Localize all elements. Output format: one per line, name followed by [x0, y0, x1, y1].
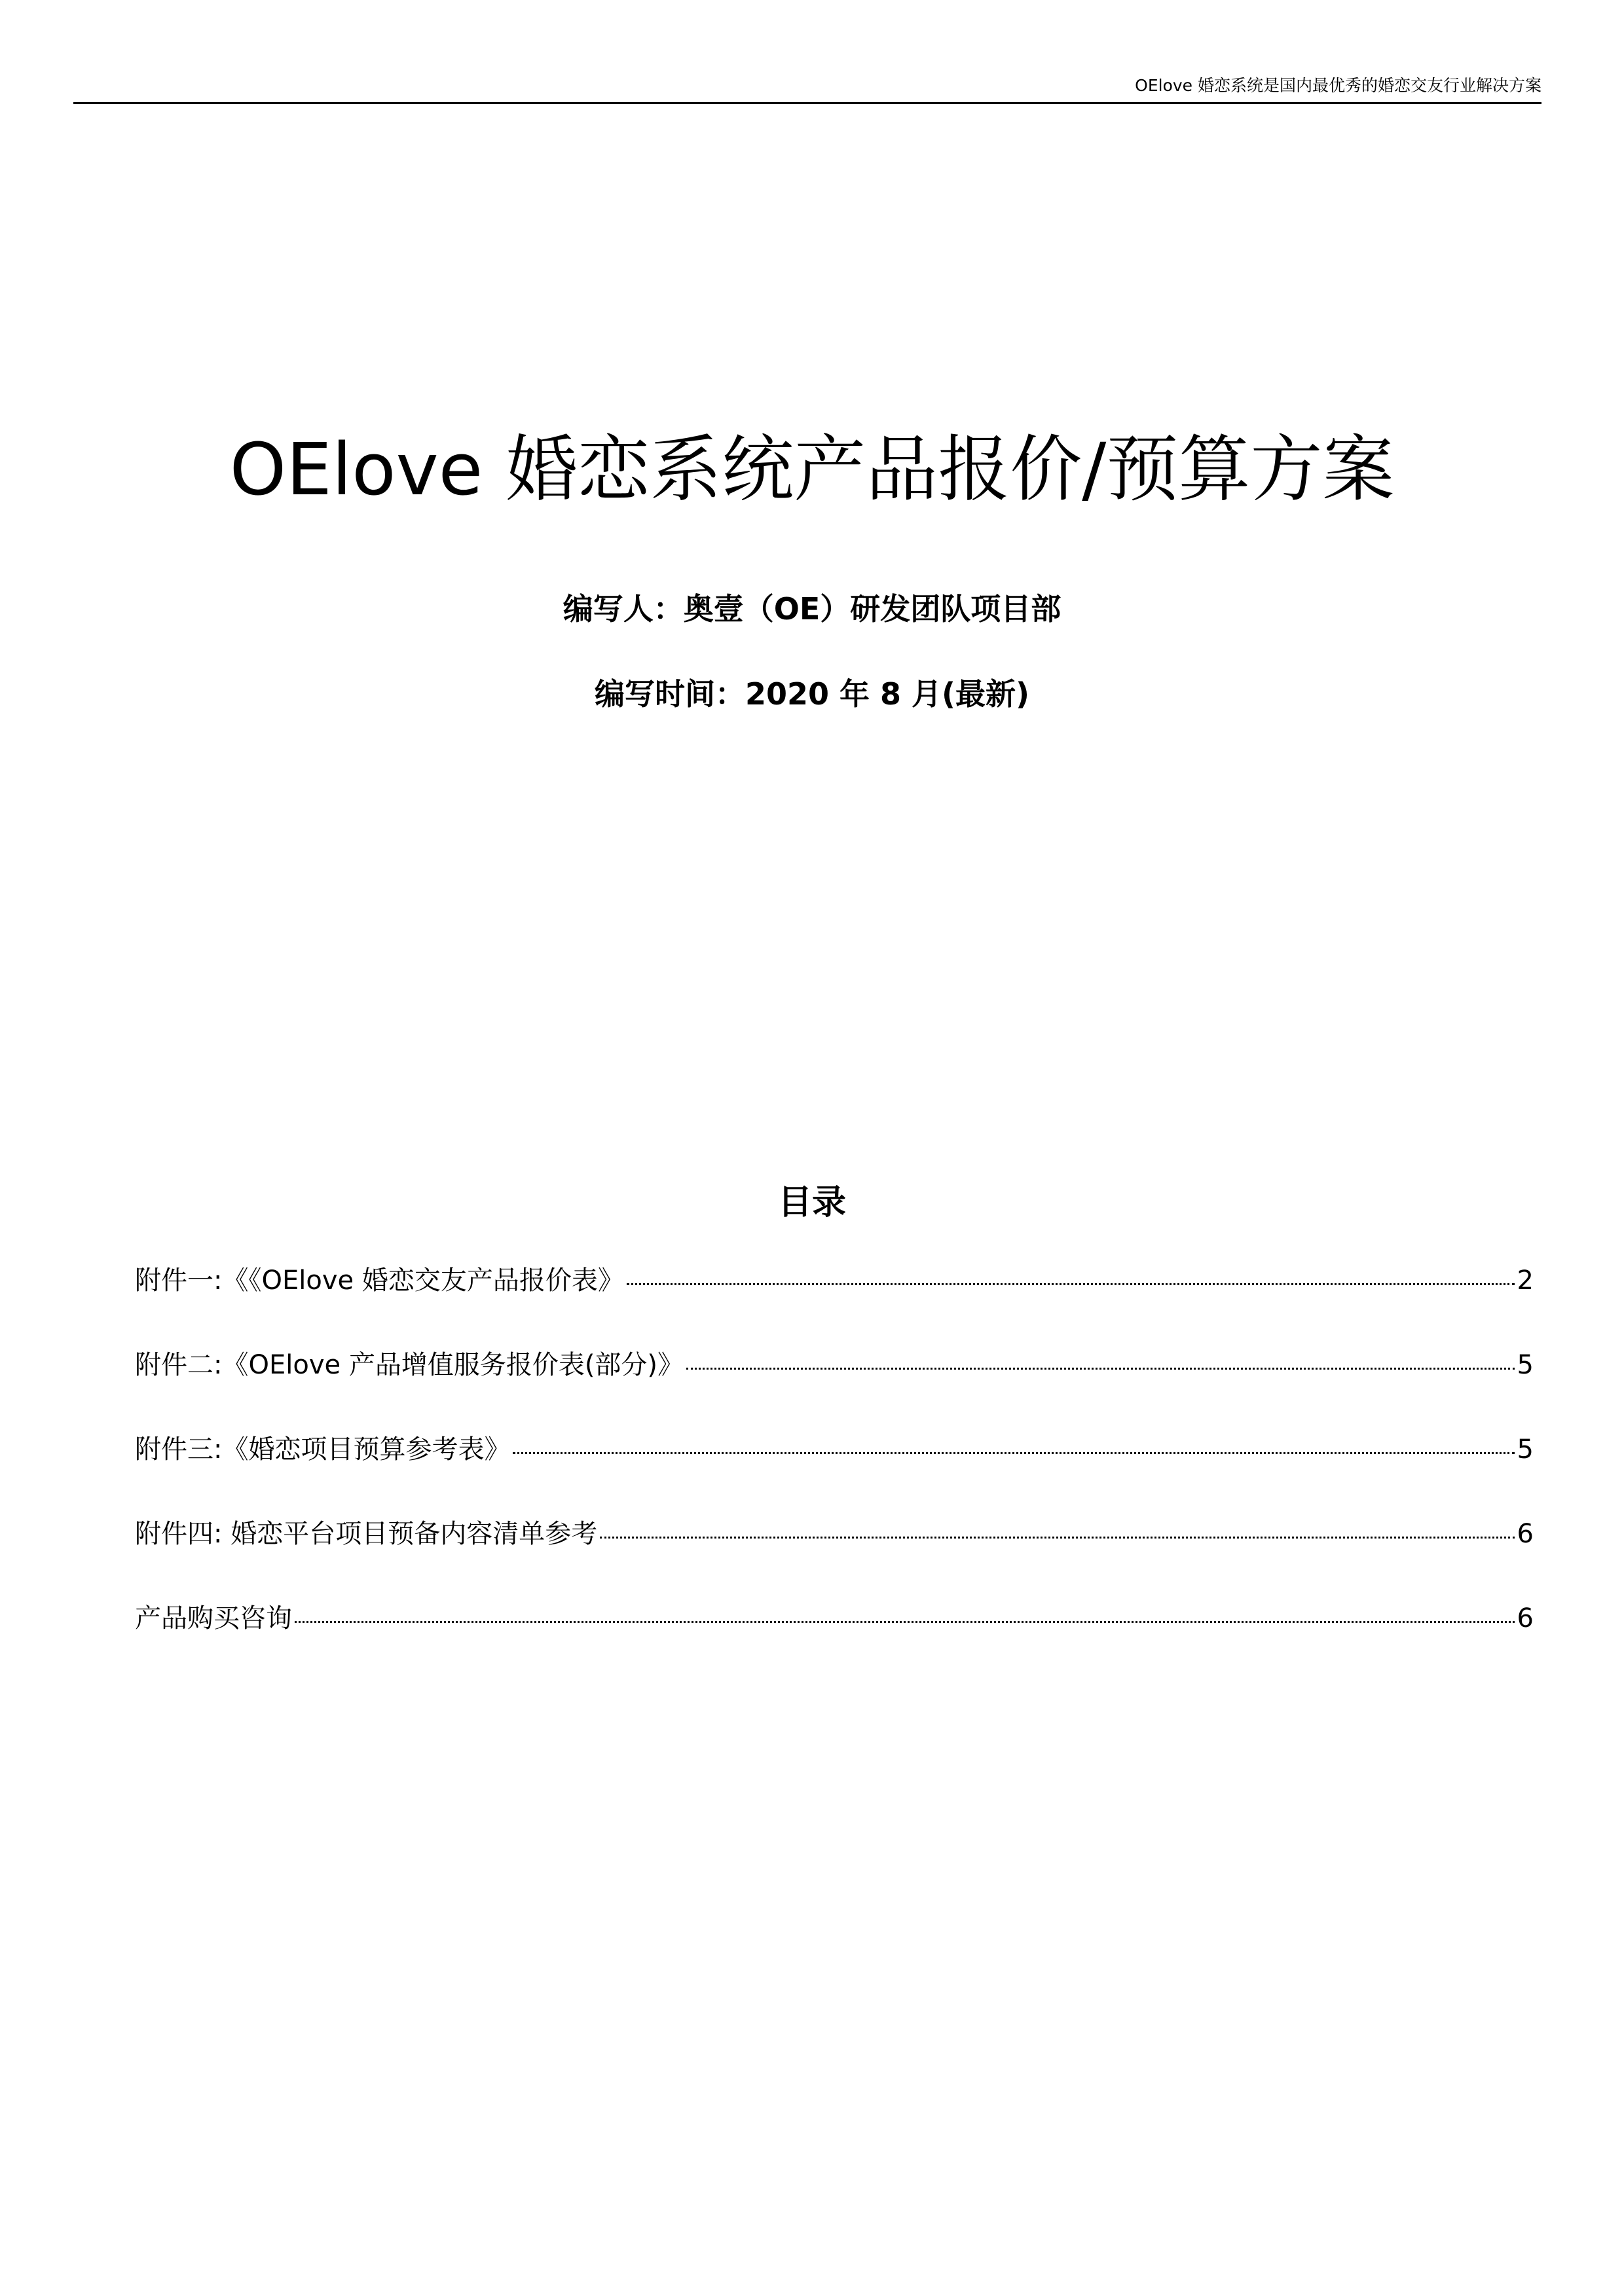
- running-header: [73, 73, 1541, 104]
- toc-entry-page-number: 2: [1517, 1266, 1534, 1296]
- toc-entry-label: 附件一:《《OElove 婚恋交友产品报价表》: [135, 1266, 624, 1296]
- running-header-text: OElove 婚恋系统是国内最优秀的婚恋交友行业解决方案: [1135, 76, 1541, 95]
- date-line: 编写时间：2020 年 8 月(最新): [594, 676, 1030, 712]
- document-title: OElove 婚恋系统产品报价/预算方案: [229, 427, 1395, 511]
- toc-dot-leader: [600, 1537, 1514, 1539]
- table-of-contents: [135, 1262, 1534, 1685]
- toc-entry-purchase-inquiry[interactable]: [135, 1600, 1534, 1685]
- toc-entry-page-number: 6: [1517, 1603, 1534, 1633]
- toc-entry-label: 附件二:《OElove 产品增值服务报价表(部分)》: [135, 1350, 684, 1380]
- toc-entry-page-number: 6: [1517, 1519, 1534, 1549]
- toc-entry-label: 附件三:《婚恋项目预算参考表》: [135, 1434, 511, 1465]
- toc-entry-annex-3[interactable]: [135, 1431, 1534, 1516]
- author-line: 编写人：奥壹（OE）研发团队项目部: [563, 591, 1061, 627]
- toc-dot-leader: [627, 1283, 1515, 1285]
- toc-entry-label: 产品购买咨询: [135, 1603, 292, 1633]
- toc-entry-annex-4[interactable]: [135, 1516, 1534, 1600]
- toc-entry-annex-1[interactable]: [135, 1262, 1534, 1347]
- toc-entry-page-number: 5: [1517, 1350, 1534, 1380]
- toc-dot-leader: [295, 1621, 1515, 1623]
- toc-entry-page-number: 5: [1517, 1434, 1534, 1465]
- toc-dot-leader: [686, 1368, 1515, 1370]
- toc-heading: 目录: [777, 1183, 846, 1222]
- toc-entry-annex-2[interactable]: [135, 1347, 1534, 1431]
- toc-dot-leader: [513, 1452, 1514, 1454]
- toc-entry-label: 附件四: 婚恋平台项目预备内容清单参考: [135, 1519, 598, 1549]
